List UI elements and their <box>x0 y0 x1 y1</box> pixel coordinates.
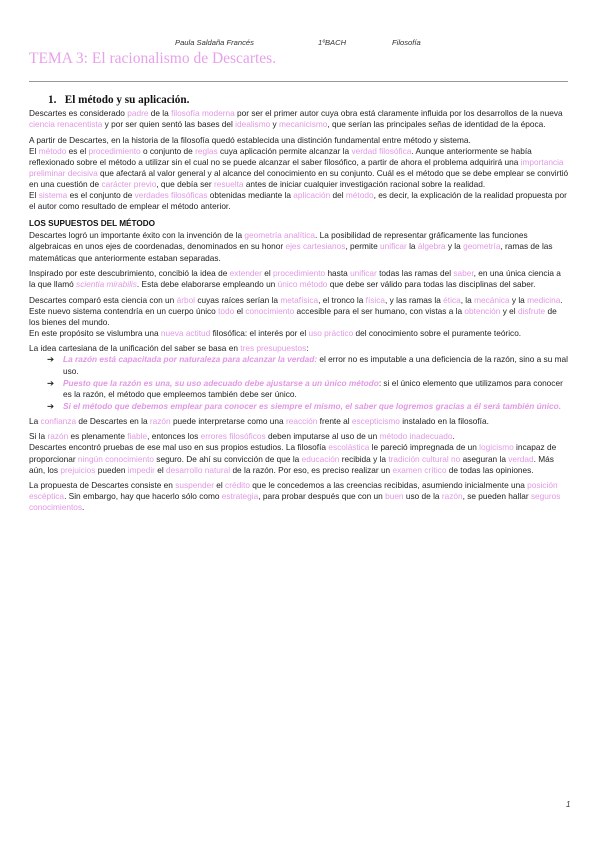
paragraph: El sistema es el conjunto de verdades filosóficas obtenidas mediante la aplicación del método, es decir, la explicación de la realidad propuesta por el autor como resultado de emplear el método anterior. <box>29 190 567 212</box>
list-item: ➔ Puesto que la razón es una, su uso adecuado debe ajustarse a un único método: si el único elemento que utilizamos para conocer es la razón, el método que empleemos también debe ser único. <box>47 377 563 399</box>
section-heading-2: LOS SUPUESTOS DEL MÉTODO <box>29 219 156 229</box>
paragraph: Descartes logró un importante éxito con la invención de la geometría analítica. La posibilidad de representar gráficamente las funciones algebraicas en unos ejes de coordenadas, denominados en su honor ejes cartesianos, permite unificar la álgebra y la geometría, ramas de las matemáticas que anteriormente estaban separadas. <box>29 230 553 263</box>
document-body <box>29 108 569 518</box>
paragraph: Inspirado por este descubrimiento, concibió la idea de extender el procedimiento hasta unificar todas las ramas del saber, en una única ciencia a la que llamó scientia mirabilis. Esta debe elaborarse empleando un único método que debe ser válido para todas las disciplinas del saber. <box>29 268 561 290</box>
header-subject: Filosofía <box>392 38 421 47</box>
page-title: TEMA 3: El racionalismo de Descartes. <box>29 50 277 67</box>
title-divider <box>29 81 568 82</box>
page-number: 1 <box>566 800 571 809</box>
paragraph: En este propósito se vislumbra una nueva actitud filosófica: el interés por el uso práctico del conocimiento sobre el puramente teórico. <box>29 327 522 338</box>
section-heading-1: 1. El método y su aplicación. <box>48 94 190 106</box>
paragraph: A partir de Descartes, en la historia de la filosofía quedó establecida una distinción fundamental entre método y sistema. <box>29 134 471 145</box>
paragraph: La confianza de Descartes en la razón puede interpretarse como una reacción frente al escepticismo instalado en la filosofía. <box>29 415 489 426</box>
list-item: ➔ Si el método que debemos emplear para conocer es siempre el mismo, el saber que logremos gracias a él será también único. <box>47 400 561 411</box>
header-course: 1ºBACH <box>318 38 347 47</box>
presuppositions-list <box>29 354 569 411</box>
paragraph: La idea cartesiana de la unificación del saber se basa en tres presupuestos: <box>29 343 309 354</box>
paragraph: La propuesta de Descartes consiste en suspender el crédito que le concedemos a las creencias recibidas, asumiendo inicialmente una posición escéptica. Sin embargo, hay que hacerlo sólo como estrategia, para probar después que con un buen uso de la razón, se pueden hallar seguros conocimientos. <box>29 480 561 513</box>
header-author: Paula Saldaña Francés <box>175 38 254 47</box>
paragraph: El método es el procedimiento o conjunto de reglas cuya aplicación permite alcanzar la verdad filosófica. Aunque anteriormente se había reflexionado sobre el método a utilizar sin el cual no se puede alcanzar el saber filosófico, a partir de ahora el problema adquirirá una importancia preliminar decisiva que afectará al valor general y al alcance del conocimiento en su conjunto. Cuál es el método que se debe emplear se convirtió en una cuestión de carácter previo, que debía ser resuelta antes de iniciar cualquier investigación racional sobre la realidad. <box>29 145 569 189</box>
paragraph: Si la razón es plenamente fiable, entonces los errores filosóficos deben imputarse al uso de un método inadecuado. Descartes encontró pruebas de ese mal uso en sus propios estudios. La filosofía escolástica le pareció impregnada de un logicismo incapaz de proporcionar ningún conocimiento seguro. De ahí su convicción de que la educación recibida y la tradición cultural no aseguran la verdad. Más aún, los prejuicios pueden impedir el desarrollo natural de la razón. Por eso, es preciso realizar un examen crítico de todas las opiniones. <box>29 431 557 475</box>
list-item: ➔ La razón está capacitada por naturaleza para alcanzar la verdad: el error no es imputable a una deficiencia de la razón, sino a su mal uso. <box>47 354 568 376</box>
paragraph: Descartes es considerado padre de la filosofía moderna por ser el primer autor cuya obra está claramente influida por los desarrollos de la nueva ciencia renacentista y por ser quien sentó las bases del idealismo y mecanicismo, que serían las principales señas de identidad de la época. <box>29 108 563 130</box>
paragraph: Descartes comparó esta ciencia con un árbol cuyas raíces serían la metafísica, el tronco la física, y las ramas la ética, la mecánica y la medicina. Este nuevo sistema contendría en un cuerpo único todo el conocimiento accesible para el ser humano, con vistas a la obtención y el disfrute de los bienes del mundo. <box>29 294 565 327</box>
